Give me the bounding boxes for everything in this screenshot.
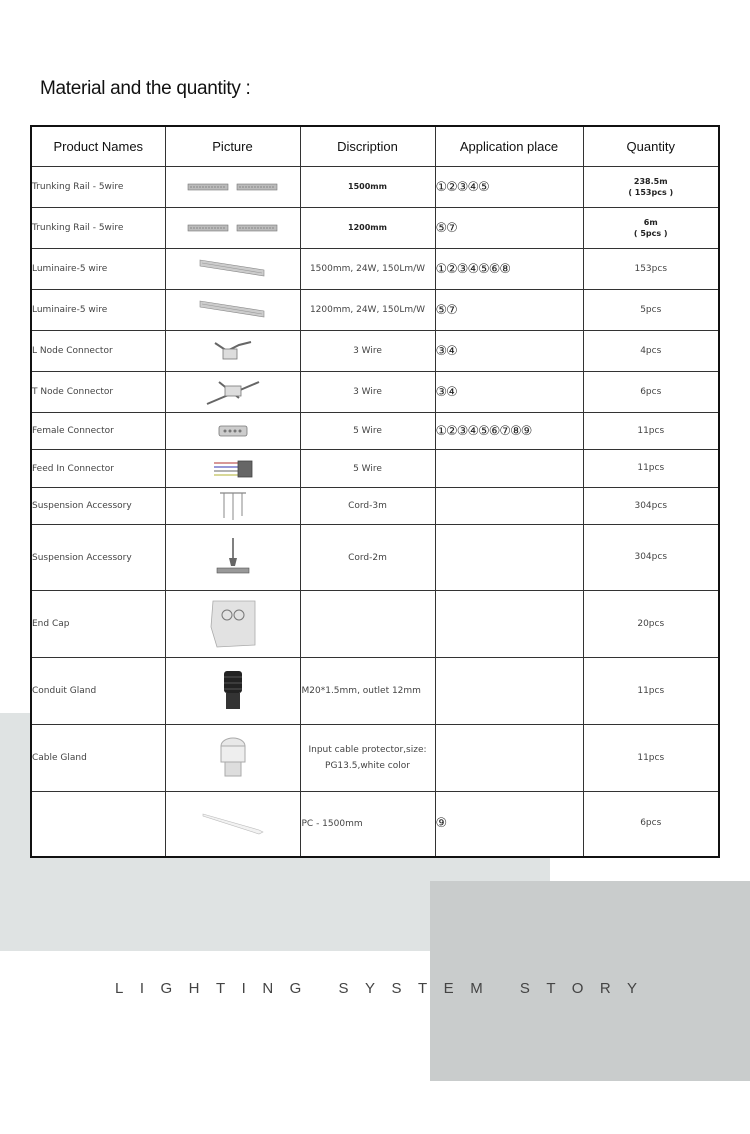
application-place (435, 525, 583, 591)
t-node-connector-image (165, 372, 300, 413)
trunking-rail-image (165, 208, 300, 249)
table-row (31, 488, 719, 525)
application-place: ⑨ (435, 792, 583, 857)
product-name: Luminaire-5 wire (31, 290, 165, 331)
product-quantity: 6pcs (583, 372, 719, 413)
table-row (31, 208, 719, 249)
header-quantity: Quantity (583, 126, 719, 167)
product-quantity: 11pcs (583, 450, 719, 488)
table-row (31, 525, 719, 591)
table-row (31, 290, 719, 331)
table-row (31, 413, 719, 450)
table-row (31, 658, 719, 725)
pc-cover-image (165, 792, 300, 857)
conduit-gland-image (165, 658, 300, 725)
application-place: ⑤⑦ (435, 290, 583, 331)
page-title: Material and the quantity : (40, 78, 251, 99)
product-quantity (583, 208, 719, 249)
table-row (31, 331, 719, 372)
end-cap-image (165, 591, 300, 658)
header-picture: Picture (165, 126, 300, 167)
product-name: End Cap (31, 591, 165, 658)
quantity-pieces: ( 5pcs ) (633, 229, 668, 238)
product-description: M20*1.5mm, outlet 12mm (300, 658, 435, 725)
product-quantity: 11pcs (583, 413, 719, 450)
product-description: 3 Wire (300, 372, 435, 413)
product-description: 1200mm, 24W, 150Lm/W (300, 290, 435, 331)
application-place (435, 450, 583, 488)
product-description: 5 Wire (300, 450, 435, 488)
table-row (31, 591, 719, 658)
trunking-rail-image (165, 167, 300, 208)
luminaire-image (165, 249, 300, 290)
product-quantity: 304pcs (583, 525, 719, 591)
product-description: 1500mm, 24W, 150Lm/W (300, 249, 435, 290)
product-name: Cable Gland (31, 725, 165, 792)
application-place: ⑤⑦ (435, 208, 583, 249)
product-quantity: 4pcs (583, 331, 719, 372)
product-quantity: 5pcs (583, 290, 719, 331)
product-description: PC - 1500mm (300, 792, 435, 857)
application-place: ③④ (435, 331, 583, 372)
product-quantity: 304pcs (583, 488, 719, 525)
table-row (31, 725, 719, 792)
product-name: Luminaire-5 wire (31, 249, 165, 290)
luminaire-image (165, 290, 300, 331)
product-quantity: 153pcs (583, 249, 719, 290)
product-name: T Node Connector (31, 372, 165, 413)
quantity-value: 238.5m (633, 177, 668, 186)
product-quantity: 11pcs (583, 658, 719, 725)
feed-in-connector-image (165, 450, 300, 488)
description-line-2: PG13.5,white color (325, 761, 410, 771)
header-description: Discription (300, 126, 435, 167)
application-place (435, 488, 583, 525)
product-quantity: 6pcs (583, 792, 719, 857)
product-name (31, 792, 165, 857)
table-row (31, 450, 719, 488)
product-name: Feed In Connector (31, 450, 165, 488)
application-place (435, 725, 583, 792)
application-place (435, 658, 583, 725)
suspension-cord-image (165, 488, 300, 525)
suspension-hanger-image (165, 525, 300, 591)
table-row (31, 249, 719, 290)
header-application-place: Application place (435, 126, 583, 167)
product-quantity: 20pcs (583, 591, 719, 658)
quantity-value: 6m (643, 218, 658, 227)
product-description: Cord-2m (300, 525, 435, 591)
female-connector-image (165, 413, 300, 450)
product-name: Conduit Gland (31, 658, 165, 725)
footer-tagline: LIGHTING SYSTEM STORY (115, 980, 654, 997)
product-description: 1500mm (300, 167, 435, 208)
quantity-pieces: ( 153pcs ) (628, 188, 674, 197)
application-place: ①②③④⑤⑥⑧ (435, 249, 583, 290)
product-description: 5 Wire (300, 413, 435, 450)
product-name: Trunking Rail - 5wire (31, 208, 165, 249)
product-description (300, 591, 435, 658)
product-quantity (583, 167, 719, 208)
product-name: Suspension Accessory (31, 488, 165, 525)
product-name: Suspension Accessory (31, 525, 165, 591)
table-row (31, 792, 719, 857)
application-place: ③④ (435, 372, 583, 413)
table-row (31, 167, 719, 208)
table-header-row (31, 126, 719, 167)
product-description: Cord-3m (300, 488, 435, 525)
product-name: Female Connector (31, 413, 165, 450)
application-place: ①②③④⑤ (435, 167, 583, 208)
product-name: Trunking Rail - 5wire (31, 167, 165, 208)
product-description (300, 725, 435, 792)
product-name: L Node Connector (31, 331, 165, 372)
materials-table (30, 125, 720, 858)
product-description: 1200mm (300, 208, 435, 249)
table-row (31, 372, 719, 413)
description-line-1: Input cable protector,size: (308, 745, 427, 755)
product-description: 3 Wire (300, 331, 435, 372)
application-place: ①②③④⑤⑥⑦⑧⑨ (435, 413, 583, 450)
header-product-names: Product Names (31, 126, 165, 167)
l-node-connector-image (165, 331, 300, 372)
product-quantity: 11pcs (583, 725, 719, 792)
cable-gland-image (165, 725, 300, 792)
application-place (435, 591, 583, 658)
